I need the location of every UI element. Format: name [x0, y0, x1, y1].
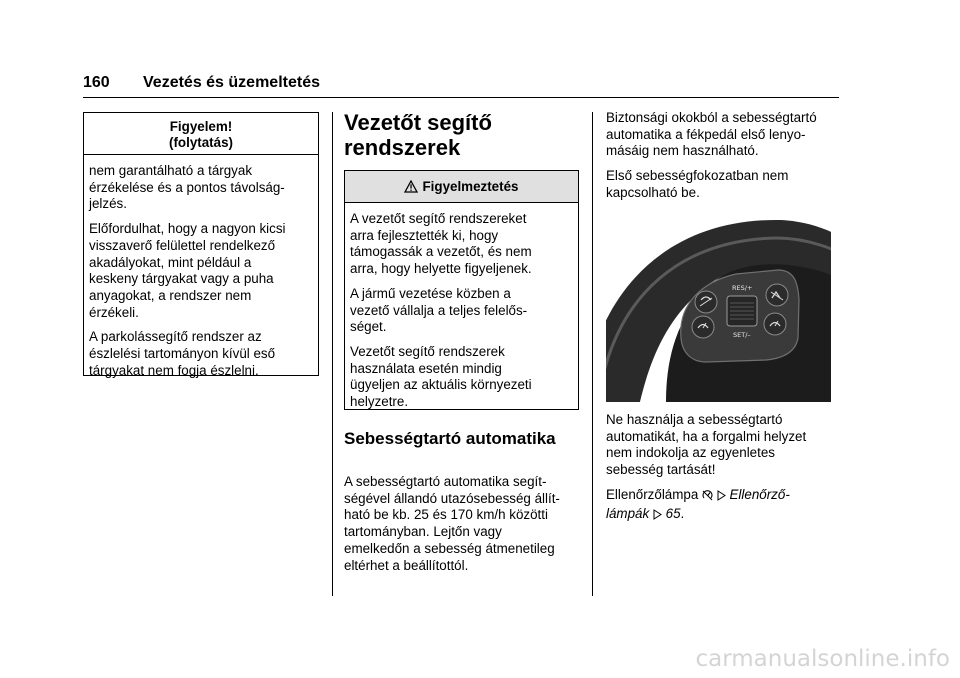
- reference-end: .: [680, 505, 685, 521]
- page-title: Vezetés és üzemeltetés: [143, 74, 320, 91]
- text-line: A vezetőt segítő rendszereket: [350, 211, 527, 226]
- paragraph: [606, 110, 846, 160]
- warning-paragraph: [350, 344, 574, 411]
- text-line: arra fejlesztették ki, hogy: [350, 227, 499, 243]
- text-line: tartományban. Lejtőn vagy: [344, 524, 502, 540]
- res-button-label: RES/+: [732, 284, 753, 292]
- text-line: A sebességtartó automatika segít-: [344, 474, 547, 489]
- text-line: A jármű vezetése közben a: [350, 285, 511, 301]
- text-line: ségével állandó utazósebesség állít-: [344, 490, 560, 506]
- text-line: emelkedőn a sebesség átmenetileg: [344, 540, 555, 556]
- subsection-title: Sebességtartó automatika: [344, 429, 556, 448]
- cruise-control-lamp-icon: [702, 489, 713, 506]
- text-line: Ne használja a sebességtartó: [606, 412, 783, 427]
- text-line: keskeny tárgyakat vagy a puha: [89, 271, 274, 287]
- text-line: észlelési tartományon kívül eső: [89, 346, 276, 362]
- set-button-label: SET/–: [733, 331, 751, 339]
- reference-arrow-icon: [717, 489, 726, 506]
- text-line: nem garantálható a tárgyak: [89, 163, 253, 178]
- warning-paragraph: [350, 286, 574, 336]
- column-divider-right: [592, 112, 593, 596]
- steering-wheel-controls-figure: [606, 210, 831, 402]
- reference-page-number[interactable]: 65: [665, 505, 681, 521]
- text-line: sebesség tartását!: [606, 462, 716, 478]
- caution-box-subtitle: (folytatás): [169, 135, 233, 150]
- section-title-line: Vezetőt segítő: [344, 110, 492, 135]
- text-line: jelzés.: [89, 196, 127, 212]
- paragraph: [606, 168, 846, 201]
- warning-triangle-icon: [404, 180, 418, 197]
- caution-box-continued: [83, 112, 319, 376]
- text-line: automatika a fékpedál első lenyo-: [606, 126, 806, 142]
- text-line: támogassák a vezetőt, és nem: [350, 244, 532, 260]
- page-number: 160: [83, 74, 110, 91]
- caution-paragraph: [89, 221, 314, 321]
- caution-box-header: [84, 113, 318, 155]
- text-line: ügyeljen az aktuális környezeti: [350, 377, 532, 393]
- reference-paragraph: [606, 487, 846, 524]
- reference-arrow-icon: [653, 508, 662, 525]
- caution-paragraph: [89, 163, 314, 213]
- watermark: carmanualsonline.info: [695, 646, 950, 672]
- text-line: ható be kb. 25 és 170 km/h közötti: [344, 507, 548, 523]
- text-line: anyagokat, a rendszer nem: [89, 287, 252, 303]
- right-column-top-text: [606, 110, 846, 210]
- text-line: Előfordulhat, hogy a nagyon kicsi: [89, 221, 286, 237]
- text-line: vezető vállalja a teljes felelős-: [350, 302, 528, 318]
- reference-link[interactable]: Ellenőrző-: [729, 486, 790, 502]
- text-line: automatikát, ha a forgalmi helyzet: [606, 428, 807, 444]
- text-line: séget.: [350, 319, 387, 335]
- caution-box-body: [84, 155, 318, 379]
- header-rule: [83, 97, 839, 98]
- text-line: Vezetőt segítő rendszerek: [350, 343, 505, 359]
- text-line: használata esetén mindig: [350, 360, 502, 376]
- paragraph: [606, 412, 846, 479]
- text-line: Első sebességfokozatban nem: [606, 168, 789, 184]
- text-line: akadályokat, mint például a: [89, 254, 252, 270]
- text-line: kapcsolható be.: [606, 184, 700, 200]
- text-line: helyzetre.: [350, 394, 409, 410]
- section-title-line: rendszerek: [344, 135, 461, 160]
- reference-prefix: Ellenőrzőlámpa: [606, 486, 699, 502]
- text-line: arra, hogy helyette figyeljenek.: [350, 261, 532, 277]
- text-line: A parkolássegítő rendszer az: [89, 329, 262, 345]
- text-line: nem indokolja az egyenletes: [606, 445, 775, 461]
- warning-box-title: Figyelmeztetés: [422, 179, 519, 194]
- caution-paragraph: [89, 329, 314, 379]
- warning-paragraph: [350, 211, 574, 278]
- cruise-control-intro: [344, 474, 584, 574]
- text-line: érzékeli.: [89, 304, 139, 320]
- warning-box-header: [345, 171, 578, 203]
- warning-box-body: [345, 203, 578, 411]
- caution-box-title: Figyelem!: [169, 119, 233, 134]
- warning-box: [344, 170, 579, 410]
- text-line: eltérhet a beállítottól.: [344, 557, 469, 573]
- steering-wheel-illustration: [606, 210, 831, 402]
- reference-link[interactable]: lámpák: [606, 505, 650, 521]
- text-line: tárgyakat nem fogja észlelni.: [89, 362, 259, 378]
- text-line: Biztonsági okokból a sebességtartó: [606, 110, 817, 125]
- section-title: [344, 110, 492, 160]
- text-line: érzékelése és a pontos távolság-: [89, 179, 285, 195]
- column-divider-left: [332, 112, 333, 596]
- text-line: másáig nem használható.: [606, 143, 759, 159]
- text-line: visszaverő felülettel rendelkező: [89, 237, 276, 253]
- right-column-bottom-text: [606, 412, 846, 532]
